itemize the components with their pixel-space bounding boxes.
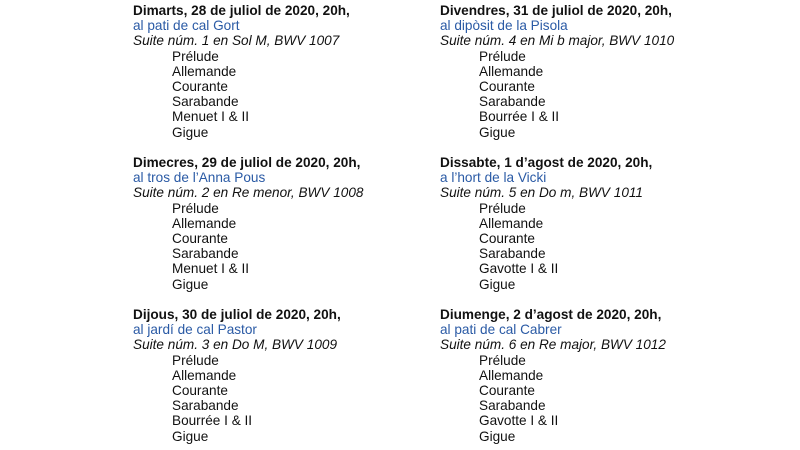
movement-item: Prélude (479, 352, 526, 368)
movement-list (133, 49, 463, 140)
concert-venue: al dipòsit de la Pisola (440, 18, 568, 34)
concert-venue: al jardí de cal Pastor (133, 322, 257, 338)
concert-date: Dimarts, 28 de juliol de 2020, 20h, (133, 3, 350, 18)
concert-block (133, 3, 463, 140)
concert-venue: al pati de cal Cabrer (440, 322, 562, 338)
movement-item: Gigue (172, 276, 209, 292)
movement-item: Gigue (479, 124, 516, 140)
movement-item: Menuet I & II (172, 109, 250, 125)
suite-title: Suite núm. 6 en Re major, BWV 1012 (440, 337, 666, 353)
movement-item: Sarabande (479, 398, 546, 414)
movement-list (440, 353, 770, 444)
suite-title: Suite núm. 5 en Do m, BWV 1011 (440, 185, 643, 201)
movement-item: Allemande (479, 215, 544, 231)
concert-block (133, 155, 463, 292)
concert-date: Dijous, 30 de juliol de 2020, 20h, (133, 307, 341, 322)
movement-item: Prélude (479, 48, 526, 64)
concert-block (440, 155, 770, 292)
movement-list (440, 49, 770, 140)
movement-item: Prélude (172, 352, 219, 368)
movement-item: Courante (479, 382, 535, 398)
movement-item: Menuet I & II (172, 261, 250, 277)
concert-venue: al tros de l’Anna Pous (133, 170, 266, 186)
concert-block (440, 307, 770, 444)
concert-date: Diumenge, 2 d’agost de 2020, 20h, (440, 307, 662, 322)
concert-venue: a l’hort de la Vicki (440, 170, 547, 186)
movement-item: Courante (172, 230, 228, 246)
concert-venue: al pati de cal Gort (133, 18, 240, 34)
movement-item: Gigue (172, 124, 209, 140)
movement-item: Courante (172, 382, 228, 398)
movement-item: Sarabande (172, 246, 239, 262)
movement-item: Gigue (479, 428, 516, 444)
movement-item: Allemande (172, 215, 237, 231)
movement-item: Courante (479, 78, 535, 94)
concert-block (133, 307, 463, 444)
movement-list (440, 201, 770, 292)
movement-item: Allemande (172, 63, 237, 79)
movement-item: Gavotte I & II (479, 261, 559, 277)
concert-date: Divendres, 31 de juliol de 2020, 20h, (440, 3, 672, 18)
movement-item: Bourrée I & II (172, 413, 253, 429)
movement-item: Allemande (479, 367, 544, 383)
suite-title: Suite núm. 4 en Mi b major, BWV 1010 (440, 33, 675, 49)
movement-item: Prélude (479, 200, 526, 216)
movement-item: Allemande (172, 367, 237, 383)
movement-item: Gigue (479, 276, 516, 292)
movement-item: Prélude (172, 200, 219, 216)
movement-item: Bourrée I & II (479, 109, 560, 125)
movement-item: Sarabande (172, 94, 239, 110)
concert-date: Dissabte, 1 d’agost de 2020, 20h, (440, 155, 653, 170)
movement-item: Gigue (172, 428, 209, 444)
movement-item: Courante (172, 78, 228, 94)
suite-title: Suite núm. 3 en Do M, BWV 1009 (133, 337, 338, 353)
movement-item: Prélude (172, 48, 219, 64)
concert-block (440, 3, 770, 140)
movement-item: Gavotte I & II (479, 413, 559, 429)
movement-item: Sarabande (172, 398, 239, 414)
suite-title: Suite núm. 1 en Sol M, BWV 1007 (133, 33, 340, 49)
movement-item: Courante (479, 230, 535, 246)
movement-item: Sarabande (479, 246, 546, 262)
concert-date: Dimecres, 29 de juliol de 2020, 20h, (133, 155, 361, 170)
movement-item: Allemande (479, 63, 544, 79)
suite-title: Suite núm. 2 en Re menor, BWV 1008 (133, 185, 364, 201)
movement-item: Sarabande (479, 94, 546, 110)
movement-list (133, 353, 463, 444)
movement-list (133, 201, 463, 292)
